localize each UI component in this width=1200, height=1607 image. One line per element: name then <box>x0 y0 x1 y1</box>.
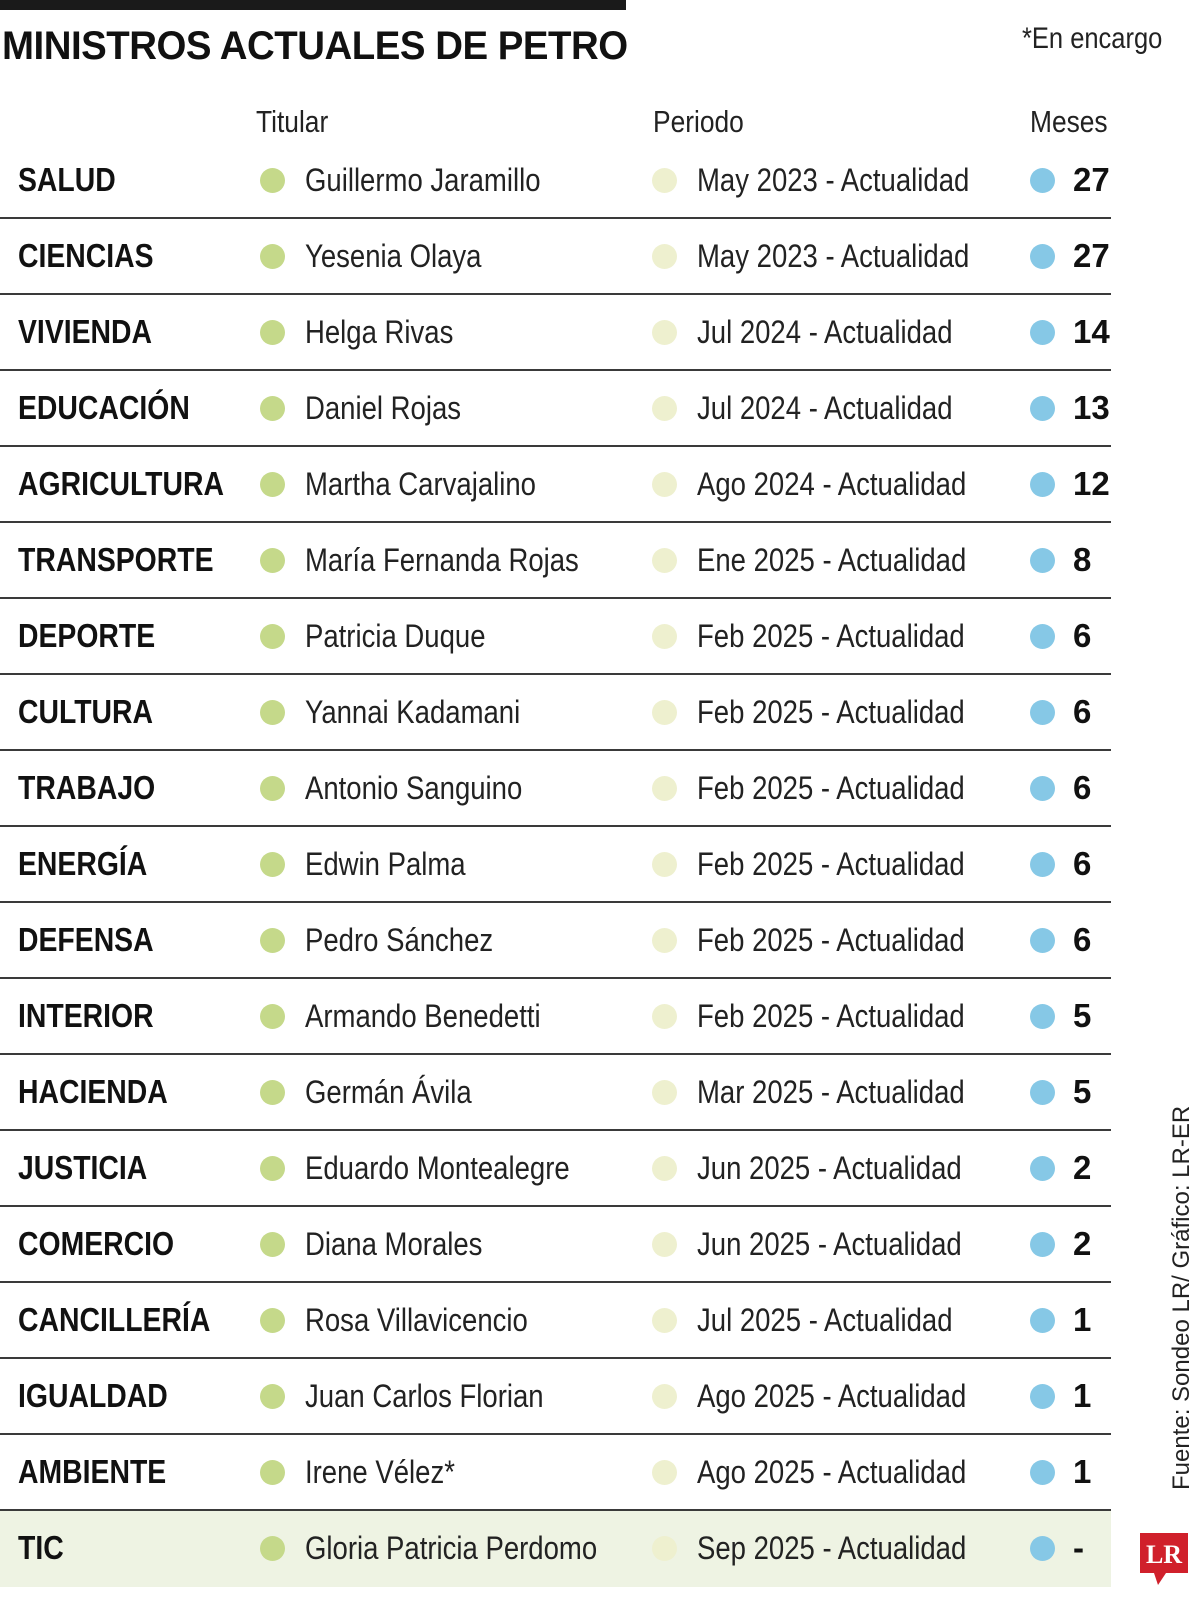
titular-dot-icon <box>260 1536 285 1561</box>
table-row <box>0 1055 1111 1131</box>
periodo-dot-icon <box>652 928 677 953</box>
titular-dot-icon <box>260 624 285 649</box>
months-value: 5 <box>1073 1073 1092 1110</box>
table-row <box>0 295 1111 371</box>
minister-name: Germán Ávila <box>305 1074 472 1110</box>
minister-name: Yannai Kadamani <box>305 694 521 730</box>
ministry-label: ENERGÍA <box>18 845 148 882</box>
minister-name: Guillermo Jaramillo <box>305 162 541 198</box>
titular-dot-icon <box>260 1080 285 1105</box>
ministry-label: TRANSPORTE <box>18 541 214 578</box>
meses-dot-icon <box>1030 776 1055 801</box>
minister-name: Patricia Duque <box>305 618 486 654</box>
ministry-label: DEPORTE <box>18 617 156 654</box>
months-value: 6 <box>1073 617 1092 654</box>
ministry-label: EDUCACIÓN <box>18 389 190 426</box>
period-value: Feb 2025 - Actualidad <box>697 998 965 1034</box>
meses-dot-icon <box>1030 852 1055 877</box>
minister-name: Antonio Sanguino <box>305 770 523 806</box>
meses-dot-icon <box>1030 1384 1055 1409</box>
ministry-label: AMBIENTE <box>18 1453 167 1490</box>
titular-dot-icon <box>260 244 285 269</box>
top-rule <box>0 0 626 10</box>
ministry-label: AGRICULTURA <box>18 465 224 502</box>
titular-dot-icon <box>260 1004 285 1029</box>
period-value: Ene 2025 - Actualidad <box>697 542 967 578</box>
meses-dot-icon <box>1030 244 1055 269</box>
period-value: Feb 2025 - Actualidad <box>697 618 965 654</box>
periodo-dot-icon <box>652 1384 677 1409</box>
months-value: 6 <box>1073 845 1092 882</box>
period-value: Jun 2025 - Actualidad <box>697 1150 962 1186</box>
periodo-dot-icon <box>652 1232 677 1257</box>
titular-dot-icon <box>260 1156 285 1181</box>
chart-title: MINISTROS ACTUALES DE PETRO <box>2 24 628 68</box>
meses-dot-icon <box>1030 1536 1055 1561</box>
column-header-meses: Meses <box>1030 104 1108 139</box>
ministry-label: HACIENDA <box>18 1073 168 1110</box>
table-row <box>0 371 1111 447</box>
minister-name: Gloria Patricia Perdomo <box>305 1530 598 1566</box>
periodo-dot-icon <box>652 1080 677 1105</box>
titular-dot-icon <box>260 1460 285 1485</box>
months-value: 2 <box>1073 1225 1092 1262</box>
period-value: Feb 2025 - Actualidad <box>697 922 965 958</box>
titular-dot-icon <box>260 472 285 497</box>
minister-name: Daniel Rojas <box>305 390 462 426</box>
period-value: Ago 2025 - Actualidad <box>697 1378 967 1414</box>
meses-dot-icon <box>1030 1080 1055 1105</box>
meses-dot-icon <box>1030 1232 1055 1257</box>
periodo-dot-icon <box>652 700 677 725</box>
minister-name: Helga Rivas <box>305 314 454 350</box>
months-value: 1 <box>1073 1301 1092 1338</box>
ministers-table <box>0 143 1111 1587</box>
table-row <box>0 599 1111 675</box>
ministry-label: CANCILLERÍA <box>18 1301 211 1338</box>
table-row <box>0 1435 1111 1511</box>
svg-text:LR: LR <box>1145 1540 1183 1569</box>
table-row <box>0 523 1111 599</box>
meses-dot-icon <box>1030 472 1055 497</box>
months-value: 27 <box>1073 237 1110 274</box>
period-value: Ago 2025 - Actualidad <box>697 1454 967 1490</box>
ministry-label: JUSTICIA <box>18 1149 148 1186</box>
period-value: Ago 2024 - Actualidad <box>697 466 967 502</box>
ministry-label: TRABAJO <box>18 769 156 806</box>
titular-dot-icon <box>260 928 285 953</box>
column-header-periodo: Periodo <box>653 104 744 139</box>
ministry-label: CIENCIAS <box>18 237 154 274</box>
table-row <box>0 827 1111 903</box>
periodo-dot-icon <box>652 548 677 573</box>
table-row <box>0 1511 1111 1587</box>
titular-dot-icon <box>260 396 285 421</box>
months-value: 27 <box>1073 161 1110 198</box>
meses-dot-icon <box>1030 1156 1055 1181</box>
table-row <box>0 219 1111 295</box>
minister-name: Yesenia Olaya <box>305 238 482 274</box>
minister-name: Irene Vélez* <box>305 1454 455 1490</box>
minister-name: Armando Benedetti <box>305 998 541 1034</box>
table-row <box>0 979 1111 1055</box>
months-value: 6 <box>1073 693 1092 730</box>
minister-name: Martha Carvajalino <box>305 466 536 502</box>
table-row <box>0 1131 1111 1207</box>
periodo-dot-icon <box>652 1536 677 1561</box>
period-value: Sep 2025 - Actualidad <box>697 1530 967 1566</box>
periodo-dot-icon <box>652 1308 677 1333</box>
periodo-dot-icon <box>652 168 677 193</box>
minister-name: Edwin Palma <box>305 846 466 882</box>
periodo-dot-icon <box>652 320 677 345</box>
table-row <box>0 1207 1111 1283</box>
periodo-dot-icon <box>652 472 677 497</box>
meses-dot-icon <box>1030 1004 1055 1029</box>
months-value: 5 <box>1073 997 1092 1034</box>
meses-dot-icon <box>1030 700 1055 725</box>
titular-dot-icon <box>260 548 285 573</box>
period-value: Mar 2025 - Actualidad <box>697 1074 965 1110</box>
period-value: Jun 2025 - Actualidad <box>697 1226 962 1262</box>
ministry-label: CULTURA <box>18 693 154 730</box>
period-value: May 2023 - Actualidad <box>697 238 970 274</box>
minister-name: Pedro Sánchez <box>305 922 494 958</box>
meses-dot-icon <box>1030 1460 1055 1485</box>
period-value: Jul 2024 - Actualidad <box>697 390 953 426</box>
period-value: Feb 2025 - Actualidad <box>697 694 965 730</box>
titular-dot-icon <box>260 852 285 877</box>
titular-dot-icon <box>260 168 285 193</box>
table-row <box>0 447 1111 523</box>
meses-dot-icon <box>1030 1308 1055 1333</box>
titular-dot-icon <box>260 1308 285 1333</box>
meses-dot-icon <box>1030 168 1055 193</box>
table-row <box>0 675 1111 751</box>
table-row <box>0 143 1111 219</box>
table-row <box>0 1359 1111 1435</box>
period-value: Feb 2025 - Actualidad <box>697 846 965 882</box>
minister-name: Rosa Villavicencio <box>305 1302 528 1338</box>
ministry-label: INTERIOR <box>18 997 154 1034</box>
periodo-dot-icon <box>652 776 677 801</box>
ministry-label: IGUALDAD <box>18 1377 168 1414</box>
source-credit: Fuente: Sondeo LR/ Gráfico: LR-ER <box>1168 1105 1195 1490</box>
ministry-label: SALUD <box>18 161 116 198</box>
period-value: May 2023 - Actualidad <box>697 162 970 198</box>
table-row <box>0 751 1111 827</box>
periodo-dot-icon <box>652 1156 677 1181</box>
titular-dot-icon <box>260 776 285 801</box>
months-value: 6 <box>1073 921 1092 958</box>
meses-dot-icon <box>1030 320 1055 345</box>
meses-dot-icon <box>1030 548 1055 573</box>
meses-dot-icon <box>1030 624 1055 649</box>
periodo-dot-icon <box>652 1004 677 1029</box>
minister-name: Juan Carlos Florian <box>305 1378 544 1414</box>
period-value: Jul 2024 - Actualidad <box>697 314 953 350</box>
titular-dot-icon <box>260 320 285 345</box>
periodo-dot-icon <box>652 852 677 877</box>
titular-dot-icon <box>260 1384 285 1409</box>
table-row <box>0 903 1111 979</box>
minister-name: Diana Morales <box>305 1226 483 1262</box>
months-value: 1 <box>1073 1377 1092 1414</box>
minister-name: María Fernanda Rojas <box>305 542 579 578</box>
titular-dot-icon <box>260 1232 285 1257</box>
months-value: 14 <box>1073 313 1110 350</box>
ministry-label: VIVIENDA <box>18 313 153 350</box>
months-value: - <box>1073 1529 1084 1566</box>
lr-logo <box>1140 1533 1188 1585</box>
months-value: 13 <box>1073 389 1110 426</box>
column-header-titular: Titular <box>256 104 329 139</box>
periodo-dot-icon <box>652 244 677 269</box>
titular-dot-icon <box>260 700 285 725</box>
months-value: 1 <box>1073 1453 1092 1490</box>
periodo-dot-icon <box>652 396 677 421</box>
months-value: 2 <box>1073 1149 1092 1186</box>
ministry-label: TIC <box>18 1529 64 1566</box>
period-value: Feb 2025 - Actualidad <box>697 770 965 806</box>
minister-name: Eduardo Montealegre <box>305 1150 570 1186</box>
periodo-dot-icon <box>652 624 677 649</box>
meses-dot-icon <box>1030 928 1055 953</box>
months-value: 8 <box>1073 541 1092 578</box>
periodo-dot-icon <box>652 1460 677 1485</box>
ministry-label: COMERCIO <box>18 1225 175 1262</box>
footnote-en-encargo: *En encargo <box>1022 22 1163 55</box>
months-value: 6 <box>1073 769 1092 806</box>
table-row <box>0 1283 1111 1359</box>
period-value: Jul 2025 - Actualidad <box>697 1302 953 1338</box>
months-value: 12 <box>1073 465 1110 502</box>
ministry-label: DEFENSA <box>18 921 154 958</box>
meses-dot-icon <box>1030 396 1055 421</box>
